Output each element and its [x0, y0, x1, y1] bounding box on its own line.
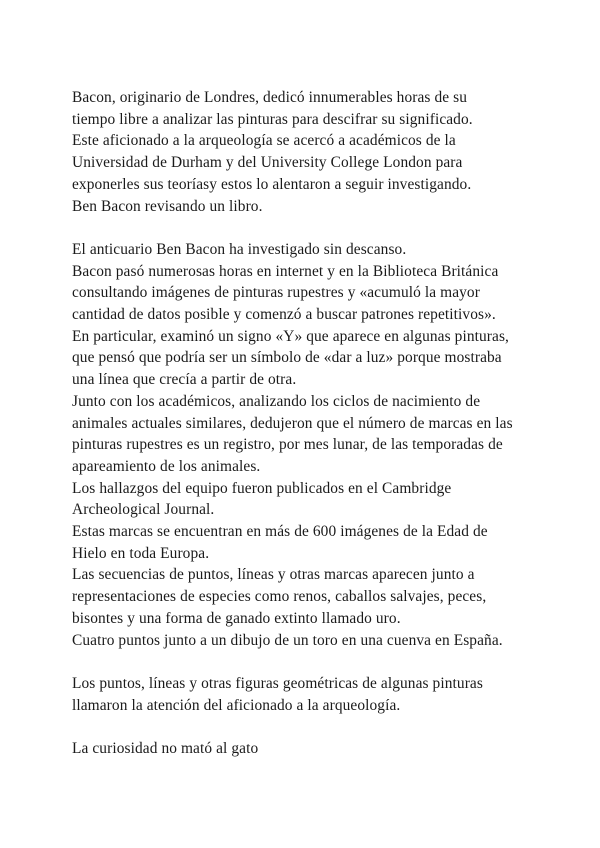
- text-line: Estas marcas se encuentran en más de 600 imágenes de la Edad de: [72, 523, 488, 541]
- text-line: Hielo en toda Europa.: [72, 544, 210, 562]
- text-line: Bacon pasó numerosas horas en internet y en la Biblioteca Británica: [72, 262, 499, 280]
- text-line: tiempo libre a analizar las pinturas para descifrar su significado.: [72, 110, 473, 128]
- text-line: pinturas rupestres es un registro, por mes lunar, de las temporadas de: [72, 436, 503, 454]
- text-line: Archeological Journal.: [72, 501, 215, 519]
- paragraph: [72, 738, 542, 760]
- text-line: Este aficionado a la arqueología se acercó a académicos de la: [72, 132, 456, 150]
- text-line: bisontes y una forma de ganado extinto llamado uro.: [72, 609, 401, 627]
- text-line: Ben Bacon revisando un libro.: [72, 197, 263, 215]
- paragraph: [72, 239, 542, 651]
- text-line: Cuatro puntos junto a un dibujo de un toro en una cuenva en España.: [72, 631, 503, 649]
- text-line: Las secuencias de puntos, líneas y otras marcas aparecen junto a: [72, 566, 475, 584]
- text-line: exponerles sus teoríasy estos lo alentaron a seguir investigando.: [72, 175, 472, 193]
- text-line: consultando imágenes de pinturas rupestres y «acumuló la mayor: [72, 284, 480, 302]
- text-block: [72, 87, 542, 760]
- text-line: Junto con los académicos, analizando los ciclos de nacimiento de: [72, 392, 481, 410]
- text-line: llamaron la atención del aficionado a la arqueología.: [72, 696, 401, 714]
- text-line: El anticuario Ben Bacon ha investigado sin descanso.: [72, 240, 407, 258]
- text-line: Universidad de Durham y del University College London para: [72, 154, 463, 172]
- text-line: Los hallazgos del equipo fueron publicados en el Cambridge: [72, 479, 452, 497]
- text-line: representaciones de especies como renos, caballos salvajes, peces,: [72, 588, 487, 606]
- text-line: La curiosidad no mató al gato: [72, 740, 259, 758]
- text-line: En particular, examinó un signo «Y» que aparece en algunas pinturas,: [72, 327, 509, 345]
- paragraph: [72, 673, 542, 716]
- text-line: animales actuales similares, dedujeron que el número de marcas en las: [72, 414, 513, 432]
- text-line: apareamiento de los animales.: [72, 457, 261, 475]
- text-line: cantidad de datos posible y comenzó a buscar patrones repetitivos».: [72, 306, 496, 324]
- text-line: Los puntos, líneas y otras figuras geométricas de algunas pinturas: [72, 674, 483, 692]
- paragraph: [72, 87, 542, 217]
- text-line: Bacon, originario de Londres, dedicó innumerables horas de su: [72, 89, 468, 106]
- text-line: que pensó que podría ser un símbolo de «dar a luz» porque mostraba: [72, 349, 502, 367]
- text-line: una línea que crecía a partir de otra.: [72, 371, 297, 389]
